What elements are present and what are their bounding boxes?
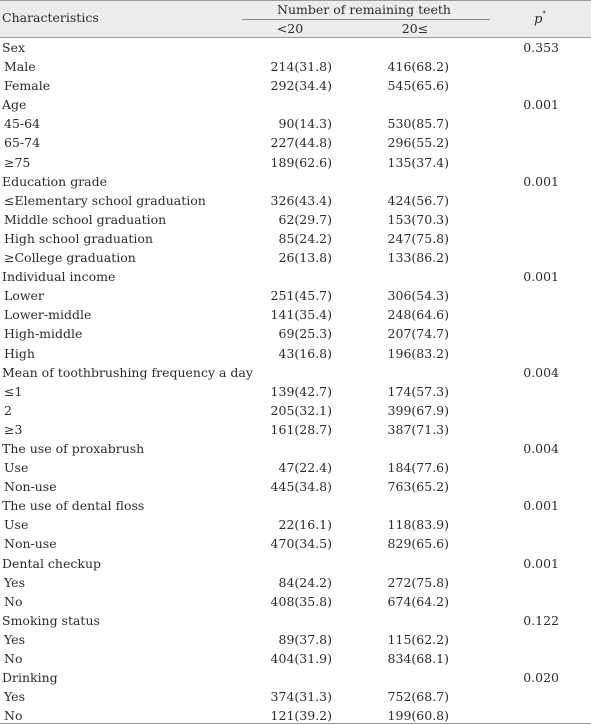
table-row	[0, 687, 591, 706]
cell-p-value: 0.020	[523, 670, 559, 686]
row-label: ≥3	[4, 421, 23, 437]
cell-20-or-more: 399(67.9)	[387, 402, 449, 418]
cell-under-20: 69(25.3)	[278, 326, 332, 342]
table-row	[0, 630, 591, 649]
cell-20-or-more: 424(56.7)	[387, 192, 449, 208]
cell-20-or-more: 674(64.2)	[387, 593, 449, 609]
row-label: Female	[4, 78, 51, 94]
row-label: 45-64	[4, 116, 41, 132]
row-label: Male	[4, 59, 36, 75]
cell-p-value: 0.001	[523, 97, 559, 113]
row-label: ≥75	[4, 154, 31, 170]
header-group-rule	[242, 19, 490, 20]
table-group-row	[0, 95, 591, 114]
cell-p-value: 0.353	[523, 40, 559, 55]
cell-p-value: 0.001	[523, 498, 559, 514]
header-p-label: p	[534, 12, 543, 27]
row-label: ≤Elementary school graduation	[4, 192, 206, 208]
row-label: Non-use	[4, 479, 57, 495]
row-label: 65-74	[4, 135, 41, 151]
header-group-remaining-teeth: Number of remaining teeth	[277, 2, 451, 17]
row-label: ≥College graduation	[4, 250, 136, 266]
row-label: Non-use	[4, 536, 57, 552]
header-col-20-or-more: 20≤	[401, 21, 429, 36]
cell-under-20: 85(24.2)	[278, 230, 332, 246]
cell-20-or-more: 248(64.6)	[387, 307, 449, 323]
table-row	[0, 133, 591, 152]
row-label: The use of proxabrush	[2, 440, 145, 456]
header-p-footnote-mark: *	[542, 10, 546, 18]
table-row	[0, 477, 591, 496]
row-label: Individual income	[2, 269, 116, 285]
cell-20-or-more: 115(62.2)	[387, 631, 449, 647]
cell-under-20: 22(16.1)	[278, 517, 332, 533]
table-row	[0, 153, 591, 172]
cell-p-value: 0.001	[523, 269, 559, 285]
table-row	[0, 534, 591, 553]
cell-20-or-more: 196(83.2)	[387, 345, 449, 361]
cell-under-20: 62(29.7)	[278, 211, 332, 227]
row-label: Lower	[4, 288, 44, 304]
row-label: No	[4, 593, 23, 609]
row-label: The use of dental floss	[2, 498, 145, 514]
cell-under-20: 121(39.2)	[270, 708, 332, 724]
cell-20-or-more: 247(75.8)	[387, 230, 449, 246]
cell-20-or-more: 416(68.2)	[387, 59, 449, 75]
cell-under-20: 214(31.8)	[270, 59, 332, 75]
cell-20-or-more: 296(55.2)	[387, 135, 449, 151]
cell-under-20: 445(34.8)	[270, 479, 332, 495]
cell-under-20: 89(37.8)	[278, 631, 332, 647]
table-group-row	[0, 496, 591, 515]
row-label: Smoking status	[2, 612, 100, 628]
cell-under-20: 161(28.7)	[270, 421, 332, 437]
row-label: Dental checkup	[2, 555, 101, 571]
cell-20-or-more: 174(57.3)	[387, 383, 449, 399]
row-label: Yes	[4, 574, 25, 590]
cell-p-value: 0.001	[523, 173, 559, 189]
cell-20-or-more: 834(68.1)	[387, 651, 449, 666]
row-label: Use	[4, 460, 29, 476]
row-label: Use	[4, 517, 29, 533]
row-label: No	[4, 651, 23, 666]
cell-p-value: 0.004	[523, 364, 559, 380]
row-label: Age	[2, 97, 27, 113]
cell-20-or-more: 387(71.3)	[387, 421, 449, 437]
table-group-row	[0, 554, 591, 573]
table-group-row	[0, 439, 591, 458]
table-group-row	[0, 668, 591, 687]
cell-under-20: 90(14.3)	[278, 116, 332, 132]
row-label: High-middle	[4, 326, 83, 342]
table-row	[0, 76, 591, 95]
table-row	[0, 57, 591, 76]
table-group-row	[0, 38, 591, 57]
table-group-row	[0, 172, 591, 191]
row-label: Middle school graduation	[4, 211, 167, 227]
table-row	[0, 592, 591, 611]
cell-under-20: 227(44.8)	[270, 135, 332, 151]
table-row	[0, 210, 591, 229]
cell-20-or-more: 184(77.6)	[387, 460, 449, 476]
table-body	[0, 38, 591, 725]
table-row	[0, 401, 591, 420]
cell-20-or-more: 306(54.3)	[387, 288, 449, 304]
row-label: Sex	[2, 40, 26, 55]
cell-under-20: 26(13.8)	[278, 250, 332, 266]
cell-under-20: 404(31.9)	[270, 651, 332, 666]
cell-under-20: 141(35.4)	[270, 307, 332, 323]
table-row	[0, 191, 591, 210]
cell-under-20: 205(32.1)	[270, 402, 332, 418]
cell-20-or-more: 133(86.2)	[387, 250, 449, 266]
cell-under-20: 408(35.8)	[270, 593, 332, 609]
row-label: Education grade	[2, 173, 108, 189]
table-group-row	[0, 363, 591, 382]
header-characteristics: Characteristics	[2, 10, 99, 25]
row-label: Yes	[4, 689, 25, 705]
header-p-value	[505, 10, 575, 27]
cell-20-or-more: 118(83.9)	[387, 517, 449, 533]
row-label: Lower-middle	[4, 307, 92, 323]
row-label: High school graduation	[4, 230, 153, 246]
table-group-row	[0, 611, 591, 630]
cell-under-20: 47(22.4)	[278, 460, 332, 476]
table-row	[0, 382, 591, 401]
table-bottom-rule	[0, 723, 591, 724]
cell-20-or-more: 545(65.6)	[387, 78, 449, 94]
table-row	[0, 286, 591, 305]
row-label: ≤1	[4, 383, 23, 399]
cell-20-or-more: 829(65.6)	[387, 536, 449, 552]
table-row	[0, 248, 591, 267]
header-col-under-20: <20	[276, 21, 304, 36]
row-label: Drinking	[2, 670, 58, 686]
table-header	[0, 0, 591, 38]
cell-20-or-more: 153(70.3)	[387, 211, 449, 227]
cell-under-20: 326(43.4)	[270, 192, 332, 208]
cell-p-value: 0.001	[523, 555, 559, 571]
cell-20-or-more: 530(85.7)	[387, 116, 449, 132]
cell-under-20: 374(31.3)	[270, 689, 332, 705]
cell-under-20: 470(34.5)	[270, 536, 332, 552]
table-row	[0, 305, 591, 324]
cell-under-20: 84(24.2)	[278, 574, 332, 590]
table-row	[0, 114, 591, 133]
table-row	[0, 515, 591, 534]
cell-p-value: 0.004	[523, 440, 559, 456]
table-row	[0, 324, 591, 343]
cell-under-20: 139(42.7)	[270, 383, 332, 399]
cell-20-or-more: 207(74.7)	[387, 326, 449, 342]
cell-20-or-more: 752(68.7)	[387, 689, 449, 705]
table-row	[0, 649, 591, 668]
row-label: Mean of toothbrushing frequency a day	[2, 364, 253, 380]
table-group-row	[0, 267, 591, 286]
cell-under-20: 189(62.6)	[270, 154, 332, 170]
table-row	[0, 458, 591, 477]
cell-p-value: 0.122	[523, 612, 559, 628]
cell-20-or-more: 199(60.8)	[387, 708, 449, 724]
row-label: High	[4, 345, 35, 361]
cell-20-or-more: 135(37.4)	[387, 154, 449, 170]
cell-under-20: 292(34.4)	[270, 78, 332, 94]
table-row	[0, 344, 591, 363]
row-label: Yes	[4, 631, 25, 647]
row-label: 2	[4, 402, 12, 418]
cell-under-20: 251(45.7)	[270, 288, 332, 304]
table-row	[0, 420, 591, 439]
cell-under-20: 43(16.8)	[278, 345, 332, 361]
cell-20-or-more: 272(75.8)	[387, 574, 449, 590]
table-row	[0, 229, 591, 248]
table-row	[0, 573, 591, 592]
row-label: No	[4, 708, 23, 724]
cell-20-or-more: 763(65.2)	[387, 479, 449, 495]
